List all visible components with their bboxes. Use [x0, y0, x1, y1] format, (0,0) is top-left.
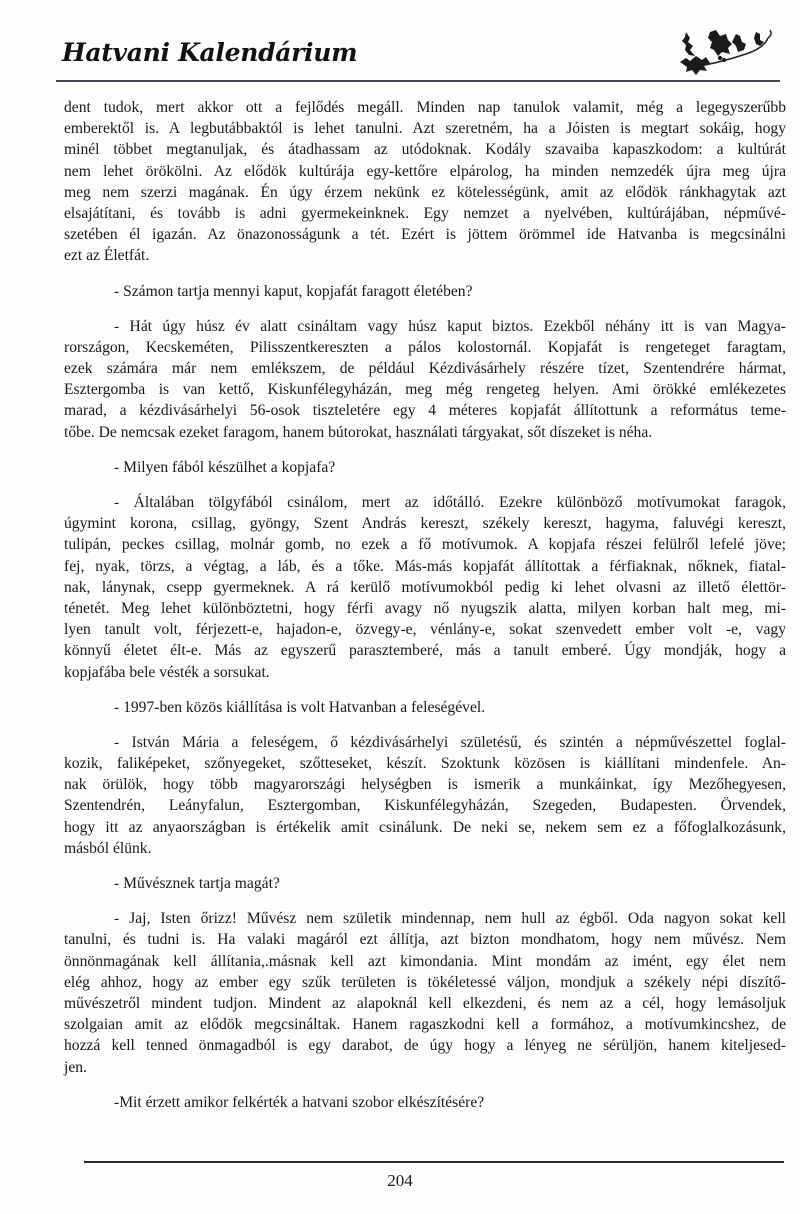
article-body: [64, 97, 786, 1113]
text-line: fej, nyak, törzs, a végtag, a láb, és a tőke. Más-más kopjafát állítottak a férfiaknak, nőknek, fiatal-: [64, 557, 786, 575]
text-line: ezek számára már nem emlékszem, de például Kézdivásárhely részére tízet, Szentendrére hármat,: [64, 360, 786, 378]
text-line: úgymint korona, csillag, gyöngy, Szent András kereszt, székely kereszt, hagyma, faluvégi kereszt,: [64, 515, 786, 533]
text-line: másból élünk.: [64, 839, 152, 857]
interview-question: [64, 873, 786, 894]
paragraph-gap: [64, 267, 786, 281]
text-line: nak örülök, hogy több magyarországi helységben is ismerik a munkáinkat, így Mezőhegyesen,: [64, 776, 786, 794]
text-line: ténetét. Meg lehet különböztetni, hogy férfi avagy nő nyugszik alatta, milyen korban halt meg, mi-: [64, 599, 786, 617]
text-line: Esztergomba is van kettő, Kiskunfélegyházán, meg még rengeteg helyen. Ami örökké emlékezetes: [64, 381, 786, 399]
interview-answer: [64, 732, 786, 859]
text-line: emberektől is. A legbutábbaktól is lehet tanulni. Azt szeretném, ha a Jóisten is megtart sokáig, hogy: [64, 120, 786, 138]
text-line: szolgaian amit az elődök megcsináltak. Hanem ragaszkodni kell a formához, a motívumkincshez, de: [64, 1016, 786, 1034]
text-line: - Hát úgy húsz év alatt csináltam vagy húsz kaput biztos. Ezekből néhány itt is van Magya-: [114, 317, 786, 335]
text-line: önnönmagának kell állítania,.másnak kell azt kimondania. Mint mondám az imént, egy élet nem: [64, 952, 786, 970]
interview-answer: [64, 316, 786, 443]
text-line: szetében él igazán. Az önazonosságunk a tét. Ezért is jöttem örömmel ide Hatvanba is megcsinálni: [64, 226, 786, 244]
text-line: jen.: [64, 1058, 87, 1076]
text-line: - Jaj, Isten őrizz! Művész nem születik mindennap, nem hull az égből. Oda nagyon sokat kell: [114, 910, 786, 928]
paragraph-gap: [64, 859, 786, 873]
text-line: kozik, faliképeket, szőnyegeket, szőtteseket, készít. Szoktunk közösen is kiállítani mindenfele. An-: [64, 755, 786, 773]
text-line: kopjafába bele vésték a sorsukat.: [64, 663, 270, 681]
text-line: lyen tanult volt, férjezett-e, hajadon-e, özvegy-e, vénlány-e, sokat szenvedett ember volt -e, vagy: [64, 621, 786, 639]
text-line: dent tudok, mert akkor ott a fejlődés megáll. Minden nap tanulok valamit, még a legegyszerűbb: [64, 99, 786, 116]
paragraph-gap: [64, 478, 786, 492]
text-line: Szentendrén, Leányfalun, Esztergomban, Kiskunfélegyházán, Szegeden, Budapesten. Örvendek,: [64, 797, 786, 815]
text-line: tulipán, peckes csillag, molnár gomb, no ezek a fő motívumok. A kopjafa részei felülről lefelé jöve;: [64, 536, 786, 554]
text-line: - Milyen fából készülhet a kopjafa?: [114, 458, 336, 476]
text-line: tőbe. De nemcsak ezeket faragom, hanem bútorokat, használati tárgyakat, sőt díszeket is néha.: [64, 423, 653, 441]
text-line: hozzá kell tenned önmagadból is egy darabot, de úgy hogy a lényeg ne sérüljön, hanem kiteljesed-: [64, 1037, 786, 1055]
text-line: hogy itt az anyaországban is értékelik amit csinálunk. De neki se, nekem sem ez a főfoglalkozásunk,: [64, 818, 786, 836]
interview-answer: [64, 908, 786, 1078]
text-line: marad, a kézdivásárhelyi 56-osok tiszteletére egy 4 méteres kopjafát állítottunk a református teme-: [64, 402, 786, 420]
interview-question: [64, 697, 786, 718]
text-line: művészetről mindent tudjon. Mindent az alapoknál kell elkezdeni, és nem az a cél, hogy lemásoljuk: [64, 994, 786, 1012]
interview-question: [64, 457, 786, 478]
text-line: rországon, Kecskeméten, Pilisszentkereszten a pálos kolostornál. Kopjafát is rengeteget faragtam,: [64, 338, 786, 356]
header-divider: [56, 80, 780, 82]
interview-question: [64, 1092, 786, 1113]
interview-answer: [64, 97, 786, 267]
text-line: nem lehet örökölni. Az elődök kultúrája egy-kettőre elpárolog, ha minden nemzedék újra meg újra: [64, 162, 786, 180]
paragraph-gap: [64, 718, 786, 732]
text-line: meg nem szerzi magának. Én úgy érzem nekünk ez kötelességünk, amit az elődök ránkhagytak azt: [64, 183, 786, 201]
interview-answer: [64, 492, 786, 683]
paragraph-gap: [64, 1078, 786, 1092]
paragraph-gap: [64, 683, 786, 697]
text-line: tanulni, és tudni is. Ha valaki magáról ezt állítja, azt bizton mondhatom, hogy nem művész. Nem: [64, 931, 786, 949]
page-number: 204: [387, 1171, 413, 1190]
running-header-title: Hatvani Kalendárium: [62, 38, 358, 67]
paragraph-gap: [64, 443, 786, 457]
text-line: -Mit érzett amikor felkérték a hatvani szobor elkészítésére?: [114, 1093, 485, 1111]
paragraph-gap: [64, 894, 786, 908]
text-line: minél többet megtanuljak, és átadhassam az utódoknak. Kodály szavaiba kapaszkodom: a kultúrát: [64, 141, 786, 159]
text-line: - István Mária a feleségem, ő kézdivásárhelyi születésű, és szintén a népművészettel foglal-: [114, 733, 786, 751]
text-line: könnyű életet élt-e. Más az egyszerű parasztemberé, más a tanult emberé. Úgy mondják, hogy a: [64, 642, 786, 660]
text-line: - Művésznek tartja magát?: [114, 875, 280, 892]
footer-divider: [84, 1161, 784, 1163]
text-line: nak, lánynak, csepp gyermeknek. A rá kerülő motívumokból pedig ki lehet olvasni az illető élettör-: [64, 578, 786, 596]
paragraph-gap: [64, 302, 786, 316]
text-line: - Számon tartja mennyi kaput, kopjafát faragott életében?: [114, 282, 473, 300]
text-line: elég ahhoz, hogy az ember egy szűk területen is tökéletessé váljon, mondjuk a székely népi díszítő-: [64, 973, 786, 991]
text-line: - 1997-ben közös kiállítása is volt Hatvanban a feleségével.: [114, 698, 486, 716]
interview-question: [64, 281, 786, 302]
holly-leaves-icon: [676, 28, 778, 76]
text-line: ezt az Életfát.: [64, 247, 150, 265]
text-line: - Általában tölgyfából csinálom, mert az időtálló. Ezekre különböző motívumokat faragok,: [114, 494, 786, 511]
text-line: elsajátítani, és tovább is adni gyermekeinknek. Egy nemzet a nyelvében, kultúrájában, népművé-: [64, 204, 786, 222]
